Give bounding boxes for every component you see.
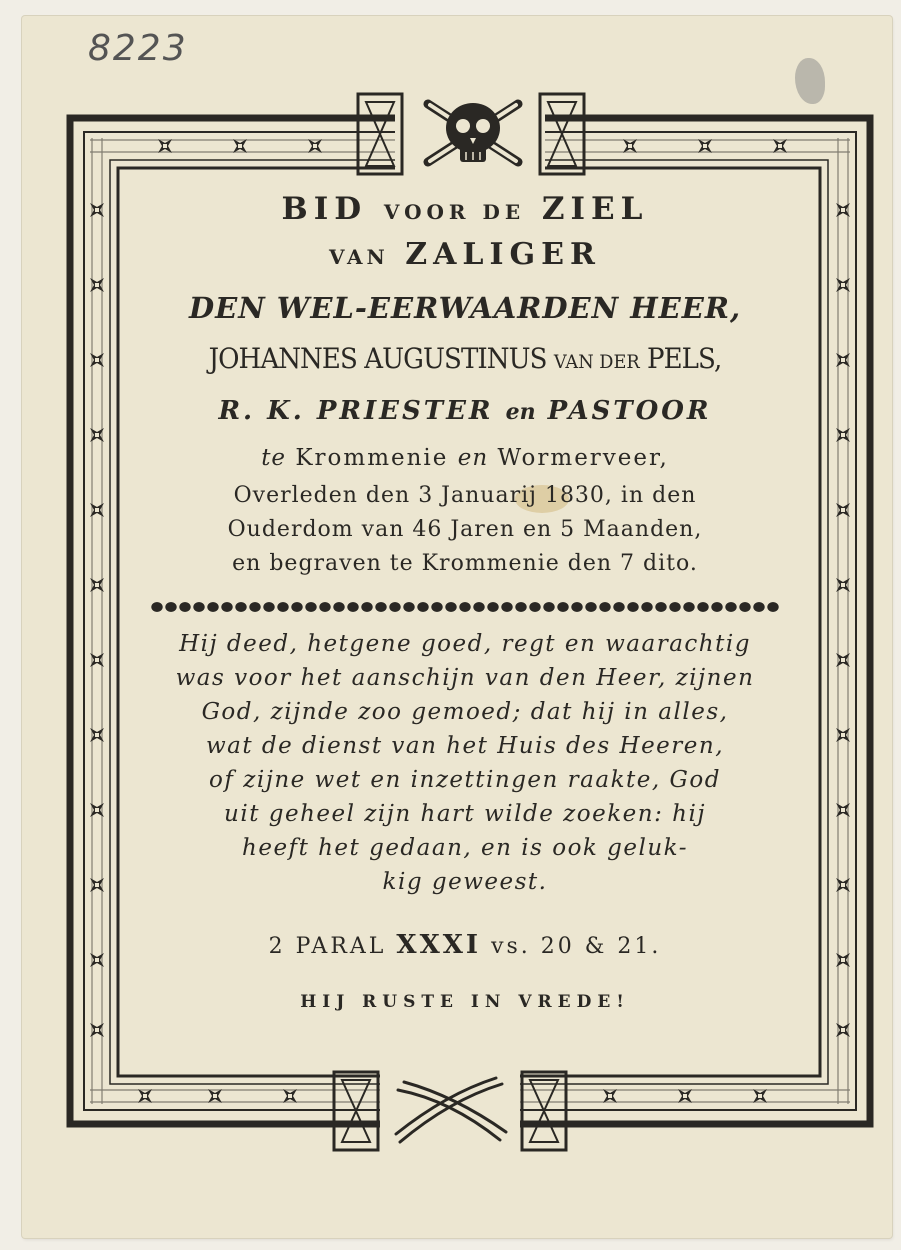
- scripture-reference: [120, 925, 810, 967]
- reference-verses: vs. 20 & 21.: [491, 934, 662, 959]
- reference-book: 2 PARAL: [268, 934, 387, 959]
- prayer-heading: [120, 188, 810, 233]
- place-krommenie: Krommenie: [295, 445, 449, 471]
- verse-line: heeft het gedaan, en is ook geluk-: [242, 835, 688, 861]
- verse-line: Hij deed, hetgene goed, regt en waarachtig: [179, 631, 751, 657]
- verse-line: was voor het aanschijn van den Heer, zijnen: [175, 665, 755, 691]
- surname: PELS,: [647, 342, 722, 375]
- role-pastoor: PASTOOR: [547, 396, 712, 426]
- prayer-heading-2: [120, 233, 810, 279]
- words-voor-de: VOOR DE: [383, 200, 526, 224]
- word-ziel: ZIEL: [541, 191, 649, 227]
- closing-blessing: HIJ RUSTE IN VREDE!: [300, 992, 630, 1012]
- word-van: VAN: [329, 245, 389, 269]
- honorific-title: DEN WEL-EERWAARDEN HEER,: [188, 291, 742, 325]
- place-en: en: [457, 445, 489, 471]
- word-bid: BID: [281, 191, 368, 227]
- deceased-name: [144, 335, 786, 386]
- place-te: te: [261, 445, 287, 471]
- ornamental-divider: [150, 601, 780, 615]
- card-text: [120, 188, 810, 1017]
- scripture-verse: [120, 627, 810, 899]
- burial-info: en begraven te Krommenie den 7 dito.: [232, 551, 698, 576]
- reference-chapter: XXXI: [396, 930, 482, 960]
- verse-line: kig geweest.: [382, 869, 548, 895]
- name-prefix: VAN DER: [553, 351, 640, 373]
- place-wormerveer: Wormerveer,: [497, 445, 669, 471]
- catalog-number: 8223: [88, 28, 188, 69]
- parish-places: [120, 437, 810, 479]
- age-at-death: Ouderdom van 46 Jaren en 5 Maanden,: [227, 517, 703, 542]
- clerical-role: [120, 386, 810, 437]
- verse-line: uit geheel zijn hart wilde zoeken: hij: [224, 801, 706, 827]
- death-date: Overleden den 3 Januarij 1830, in den: [233, 483, 697, 508]
- role-conjunction: en: [505, 399, 536, 425]
- given-names: JOHANNES AUGUSTINUS: [208, 342, 547, 375]
- verse-line: God, zijnde zoo gemoed; dat hij in alles,: [201, 699, 729, 725]
- verse-line: of zijne wet en inzettingen raakte, God: [209, 767, 721, 793]
- verse-line: wat de dienst van het Huis des Heeren,: [205, 733, 725, 759]
- word-zaliger: ZALIGER: [405, 237, 601, 272]
- role-priester: R. K. PRIESTER: [218, 396, 494, 426]
